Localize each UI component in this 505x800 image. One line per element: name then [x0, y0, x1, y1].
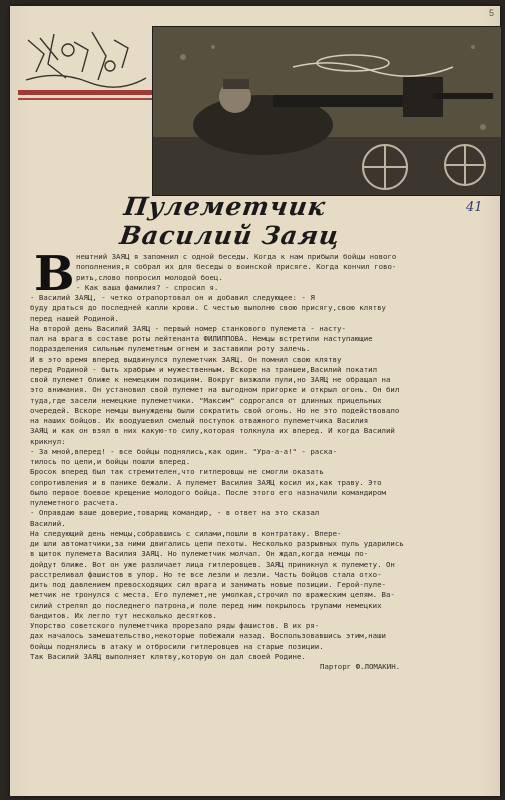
text-line: Бросок вперед был так стремителен,что гитлеровцы не смогли оказать [30, 467, 324, 477]
document-sheet [10, 6, 500, 796]
text-line: расстреливал фашистов в упор. Но те все лезли и лезли. Часть бойцов стала отхо- [30, 569, 382, 579]
text-line: дить под давлением превосходящих сил врага и занимать новые позиции. Герой-пуле- [30, 580, 386, 589]
text-line: перед нашей Родиной. [30, 313, 119, 323]
text-line: тилось по цепи,и бойцы пошли вперед. [30, 457, 191, 466]
photo-illustration [153, 27, 501, 195]
text-line: На второй день Василий ЗАЯЦ - первый номер станкового пулемета - насту- [30, 323, 346, 333]
text-line: дойдут ближе. Вот он уже различает лица гитлеровцев. ЗАЯЦ приникнул к пулемету. Он [30, 559, 395, 569]
text-line: дах началось замешательство,некоторые побежали назад. Воспользовавшись этим,наши [30, 631, 386, 641]
text-line: На следующий день немцы,собравшись с силами,пошли в контратаку. Впере- [30, 528, 342, 538]
text-line: пал на врага в составе роты лейтенанта ФИЛИППОВА. Немцы встретили наступающие [30, 334, 373, 343]
text-line: бойцы поднялись в атаку и отбросили гитлеровцев на старые позиции. [30, 641, 324, 651]
machine-gunner-photo [152, 26, 502, 196]
text-line: рить,слово попросил молодой боец. [76, 272, 223, 282]
document-title: Пулеметчик Василий Заяц [117, 192, 343, 250]
text-line: было первое боевое крещение молодого бойца. После этого его назначили командиром [30, 487, 386, 497]
text-line: ди шли автоматчики,за ними двигались цепи пехоты. Несколько разрывных пуль ударились [30, 539, 404, 548]
text-line: очередей. Вскоре немцы вынуждены были сократить свой огонь. Но не это подействовало [30, 405, 400, 415]
text-line: пулеметного расчета. [30, 498, 119, 507]
text-line: сопротивления и в панике бежали. А пулемет Василия ЗАЯЦ косил их,как траву. Это [30, 477, 382, 487]
handwritten-page-number: 41 [466, 200, 483, 215]
text-line: подразделения сильным пулеметным огнем и заставили роту залечь. [30, 344, 311, 354]
text-line: метчик не тронулся с места. Его пулемет,не умолкая,строчил по вражеским цепям. Ва- [30, 590, 395, 600]
text-line: это внимания. Он установил свой пулемет на выгодном пригорке и открыл огонь. Он бил [30, 385, 400, 395]
text-line: - Василий ЗАЯЦ, - четко отрапортовал он и добавил следующее: - Я [30, 293, 315, 302]
text-line: перед Родиной - быть храбрым и мужественным. Вскоре на траншеи,Василий покатил [30, 364, 378, 374]
text-line: нештний ЗАЯЦ я запомнил с одной беседы. Когда к нам прибыли бойцы нового [76, 252, 397, 261]
red-stripe-thin [18, 98, 152, 100]
text-line: - Как ваша фамилия? - спросил я. [76, 282, 219, 292]
text-line: бандитов. Их легло тут несколько десятков. [30, 610, 217, 620]
article-body [30, 246, 490, 792]
text-line: Так Василий ЗАЯЦ выполняет клятву,которую он дал своей Родине. [30, 651, 306, 661]
signature-line: Парторг Ф.ЛОМАКИН. [320, 662, 401, 671]
text-line: крикнул: [30, 436, 66, 446]
text-line: Упорство советского пулеметчика прорезало ряды фашистов. В их ря- [30, 621, 320, 630]
text-line: И в это время вперед выдвинулся пулеметчик ЗАЯЦ. Он помнил свою клятву [30, 354, 342, 364]
drop-cap-letter: В [34, 246, 75, 302]
text-line: ЗАЯЦ и как он взял в них какую-то силу,которая толкнула их вперед. И когда Василий [30, 426, 395, 436]
text-line: - Оправдаю ваше доверие,товарищ командир, - в ответ на это сказал [30, 508, 320, 518]
decorative-ornament [18, 20, 150, 90]
text-line: - За мной,вперед! - все бойцы поднялись,как один. "Ура-а-а!" - раска- [30, 446, 338, 456]
text-line: туда,где засели немецкие пулеметчики. "Максим" содрогался от длинных прицельных [30, 395, 382, 405]
text-line: на наших бойцов. Их воодушевил смелый поступок отважного пулеметчика Василия [30, 416, 369, 425]
text-line: силий стрелял до последнего патрона,и поле перед ним покрылось трупами немецких [30, 600, 382, 610]
text-line: в щиток пулемета Василия ЗАЯЦ. Но пулеметчик молчал. Он ждал,когда немцы по- [30, 549, 369, 559]
text-line: буду драться до последней капли крови. С честью выполню свою присягу,свою клятву [30, 303, 386, 313]
text-line: свой пулемет ближе к немецким позициям. Вокруг визжали пули,но ЗАЯЦ не обращал на [30, 375, 391, 384]
text-line: Василий. [30, 518, 66, 528]
text-line: пополнения,я собрал их для беседы о воинской присяге. Когда кончил гово- [76, 262, 397, 272]
red-stripe [18, 90, 152, 95]
corner-page-number: 5 [488, 8, 494, 18]
